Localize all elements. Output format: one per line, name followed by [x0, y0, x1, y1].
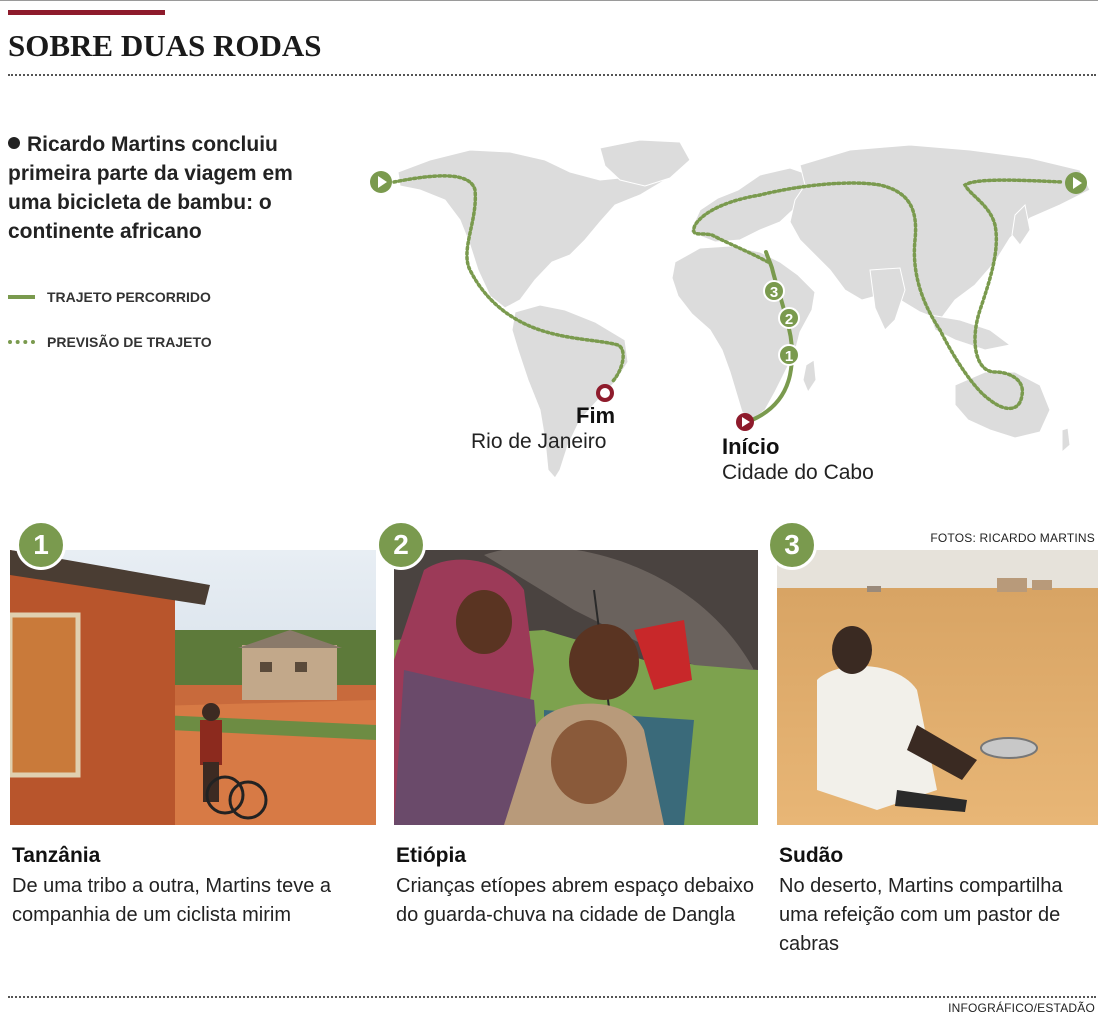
end-label: Fim — [576, 403, 616, 428]
start-marker — [736, 413, 754, 431]
caption-title-2: Etiópia — [396, 844, 467, 867]
photo-tanzania — [10, 550, 376, 825]
caption-text-1: De uma tribo a outra, Martins teve a companhia de um ciclista mirim — [12, 875, 332, 926]
page-title: SOBRE DUAS RODAS — [8, 28, 322, 63]
photo-ethiopia — [394, 550, 758, 825]
accent-bar — [8, 10, 165, 15]
header-divider — [8, 74, 1096, 76]
dotted-line-icon — [8, 340, 35, 344]
badge-1: 1 — [16, 520, 66, 570]
waypoint-1 — [779, 345, 799, 365]
start-arrow-east — [1065, 172, 1087, 194]
legend-planned-label: PREVISÃO DE TRAJETO — [47, 334, 212, 350]
start-city: Cidade do Cabo — [722, 461, 874, 484]
caption-title-1: Tanzânia — [12, 844, 101, 867]
end-marker — [598, 386, 612, 400]
badge-2: 2 — [376, 520, 426, 570]
australia — [955, 372, 1050, 438]
intro-label: Ricardo Martins concluiu primeira parte da viagem em uma bicicleta de bambu: o continente africano — [8, 133, 293, 243]
caption-title-3: Sudão — [779, 844, 844, 867]
photo-credit: FOTOS: RICARDO MARTINS — [930, 531, 1095, 545]
madagascar — [803, 360, 816, 392]
end-city: Rio de Janeiro — [471, 430, 607, 453]
footer-credit: INFOGRÁFICO/ESTADÃO — [948, 1001, 1095, 1015]
start-label: Início — [722, 434, 780, 459]
asia — [790, 145, 1090, 320]
intro-text — [8, 130, 338, 246]
solid-line-icon — [8, 295, 35, 299]
photo-sudan — [777, 550, 1098, 825]
legend-planned — [8, 334, 212, 350]
bullet-icon — [8, 137, 20, 149]
badge-3: 3 — [767, 520, 817, 570]
world-map — [330, 120, 1098, 510]
caption-text-3: No deserto, Martins compartilha uma refeição com um pastor de cabras — [779, 875, 1063, 955]
africa — [672, 246, 815, 420]
waypoint-2 — [779, 308, 799, 328]
svg-text:2: 2 — [784, 311, 794, 328]
legend-traveled — [8, 289, 211, 305]
new-zealand — [1062, 428, 1070, 452]
svg-text:3: 3 — [769, 284, 779, 301]
waypoint-3 — [764, 281, 784, 301]
india — [870, 268, 905, 330]
caption-text-2: Crianças etíopes abrem espaço debaixo do guarda-chuva na cidade de Dangla — [396, 875, 754, 926]
start-arrow-west — [370, 171, 392, 193]
legend-traveled-label: TRAJETO PERCORRIDO — [47, 289, 211, 305]
footer-divider — [8, 996, 1096, 998]
svg-text:1: 1 — [784, 348, 794, 365]
top-rule — [0, 0, 1098, 1]
